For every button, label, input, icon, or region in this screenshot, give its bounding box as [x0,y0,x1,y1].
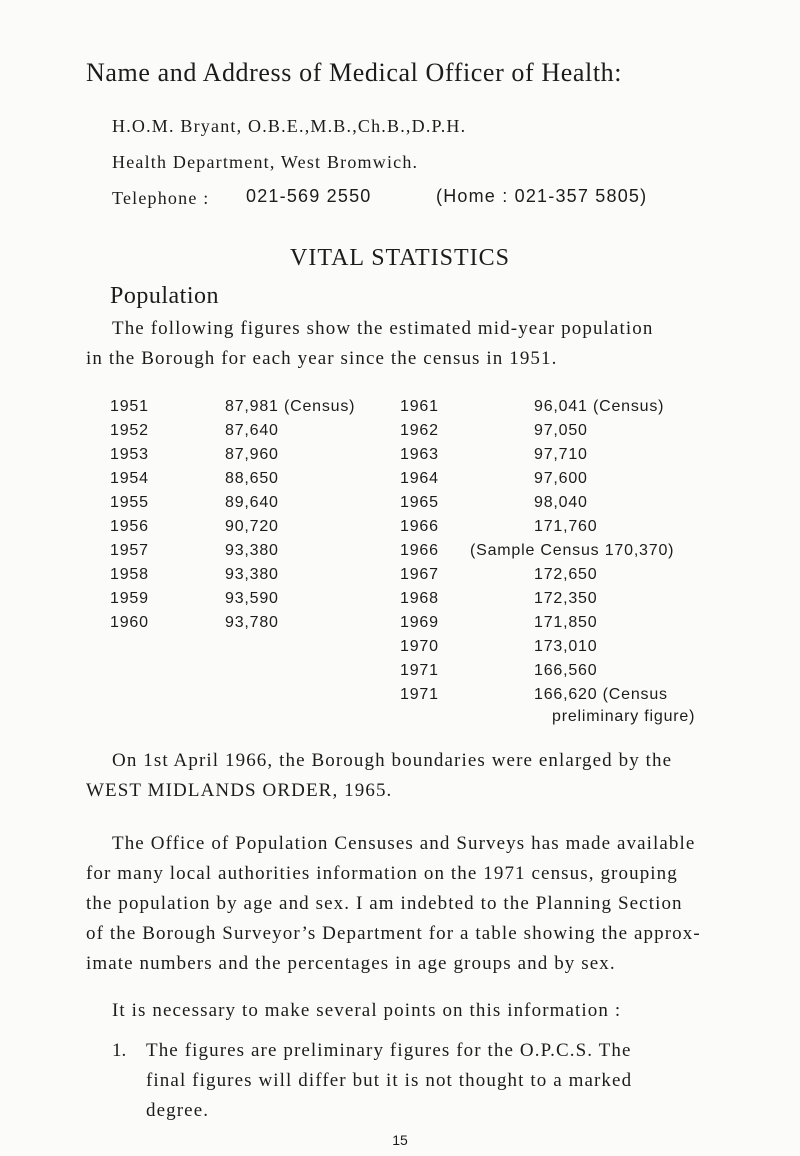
population-cell: (Sample Census 170,370) [470,542,675,559]
year-cell: 1963 [400,446,439,463]
population-cell: 93,380 [225,542,279,559]
year-cell: 1971 [400,662,439,679]
telephone-label: Telephone : [112,188,210,208]
population-cell: 93,780 [225,614,279,631]
population-cell: 89,640 [225,494,279,511]
population-intro-line-1: The following figures show the estimated mid-year population [112,318,654,339]
year-cell: 1964 [400,470,439,487]
year-cell: 1966 [400,518,439,535]
points-intro: It is necessary to make several points on this information : [112,1000,622,1021]
point-1-line-2: final figures will differ but it is not thought to a marked [146,1070,633,1091]
opcs-paragraph-line-4: of the Borough Surveyor’s Department for a table showing the approx- [86,923,701,944]
population-cell: 98,040 [534,494,588,511]
year-cell: 1969 [400,614,439,631]
population-cell: 173,010 [534,638,598,655]
year-cell: 1970 [400,638,439,655]
table-footnote: preliminary figure) [552,708,696,725]
opcs-paragraph-line-3: the population by age and sex. I am indebted to the Planning Section [86,893,683,914]
page-number: 15 [392,1132,408,1148]
point-1-line-3: degree. [146,1100,210,1121]
population-title: Population [110,283,220,309]
population-cell: 172,650 [534,566,598,583]
year-cell: 1958 [110,566,149,583]
year-cell: 1953 [110,446,149,463]
section-title: VITAL STATISTICS [290,245,510,271]
boundary-paragraph-line-2: WEST MIDLANDS ORDER, 1965. [86,780,393,801]
population-cell: 87,640 [225,422,279,439]
opcs-paragraph-line-2: for many local authorities information on the 1971 census, grouping [86,863,678,884]
year-cell: 1965 [400,494,439,511]
population-cell: 88,650 [225,470,279,487]
year-cell: 1956 [110,518,149,535]
year-cell: 1960 [110,614,149,631]
year-cell: 1957 [110,542,149,559]
boundary-paragraph-line-1: On 1st April 1966, the Borough boundaries were enlarged by the [112,750,673,771]
population-cell: 172,350 [534,590,598,607]
population-cell: 97,710 [534,446,588,463]
population-cell: 171,760 [534,518,598,535]
year-cell: 1971 [400,686,439,703]
population-cell: 166,620 (Census [534,686,668,703]
population-cell: 166,560 [534,662,598,679]
year-cell: 1968 [400,590,439,607]
year-cell: 1955 [110,494,149,511]
year-cell: 1954 [110,470,149,487]
population-intro-line-2: in the Borough for each year since the census in 1951. [86,348,558,369]
year-cell: 1966 [400,542,439,559]
home-telephone: (Home : 021-357 5805) [436,186,648,206]
opcs-paragraph-line-5: imate numbers and the percentages in age groups and by sex. [86,953,616,974]
population-cell: 87,960 [225,446,279,463]
population-cell: 87,981 (Census) [225,398,356,415]
year-cell: 1959 [110,590,149,607]
year-cell: 1951 [110,398,149,415]
population-cell: 97,600 [534,470,588,487]
opcs-paragraph-line-1: The Office of Population Censuses and Surveys has made available [112,833,696,854]
population-cell: 171,850 [534,614,598,631]
year-cell: 1952 [110,422,149,439]
population-cell: 90,720 [225,518,279,535]
telephone-number: 021-569 2550 [246,186,372,206]
department-address: Health Department, West Bromwich. [112,152,419,172]
year-cell: 1962 [400,422,439,439]
page-heading: Name and Address of Medical Officer of Health: [86,58,623,87]
officer-name: H.O.M. Bryant, O.B.E.,M.B.,Ch.B.,D.P.H. [112,116,467,136]
point-1-line-1: The figures are preliminary figures for the O.P.C.S. The [146,1040,632,1061]
year-cell: 1967 [400,566,439,583]
population-cell: 97,050 [534,422,588,439]
point-number: 1. [112,1040,127,1061]
population-cell: 93,590 [225,590,279,607]
year-cell: 1961 [400,398,439,415]
population-cell: 96,041 (Census) [534,398,665,415]
population-cell: 93,380 [225,566,279,583]
